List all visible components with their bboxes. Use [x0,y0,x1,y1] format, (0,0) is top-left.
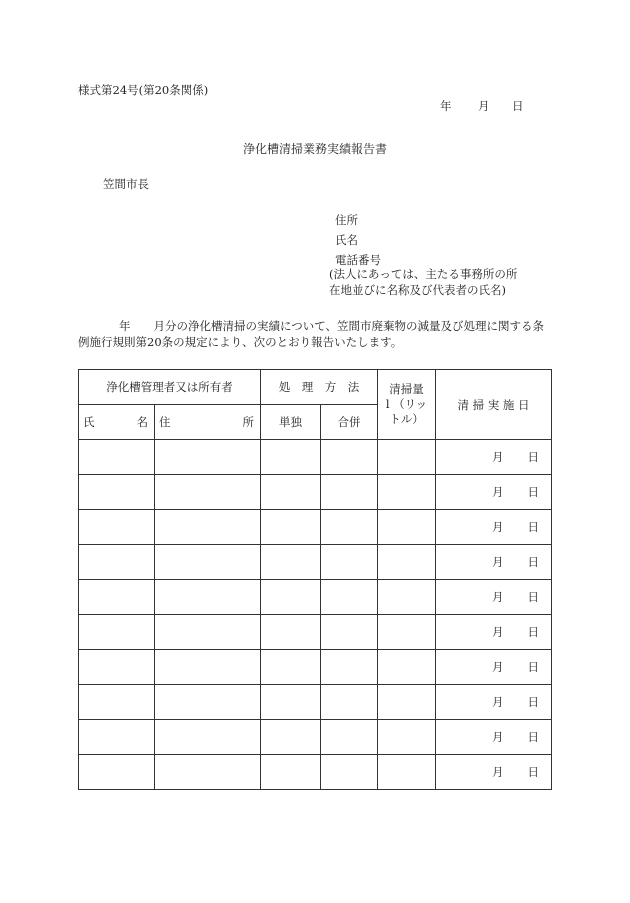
cell-combined[interactable] [321,475,378,510]
cell-date-day: 日 [527,555,539,569]
cell-date-day: 日 [527,625,539,639]
table-row [79,615,552,650]
cell-name[interactable] [79,650,155,685]
cell-date-month: 月 [492,765,504,779]
cell-name[interactable] [79,510,155,545]
date-day-label: 日 [512,99,524,113]
cell-date-month: 月 [492,695,504,709]
cell-address[interactable] [155,755,261,790]
reporter-name-label: 氏名 [335,233,358,247]
cell-combined[interactable] [321,545,378,580]
subheader-address [155,405,261,440]
report-table [78,369,552,790]
cell-volume[interactable] [378,685,436,720]
cell-date-day: 日 [527,730,539,744]
cell-single[interactable] [261,755,321,790]
cell-single[interactable] [261,650,321,685]
cell-address[interactable] [155,720,261,755]
table-header-row [79,370,552,405]
cell-single[interactable] [261,720,321,755]
cell-date[interactable] [436,510,552,545]
cell-address[interactable] [155,615,261,650]
cell-volume[interactable] [378,510,436,545]
cell-address[interactable] [155,685,261,720]
cell-address[interactable] [155,475,261,510]
cell-date-month: 月 [492,555,504,569]
table-row [79,755,552,790]
subheader-name-a: 氏 [83,415,95,429]
cell-date-day: 日 [527,765,539,779]
table-row [79,545,552,580]
cell-volume[interactable] [378,545,436,580]
cell-volume[interactable] [378,615,436,650]
cell-name[interactable] [79,615,155,650]
cell-volume[interactable] [378,720,436,755]
page-title: 浄化槽清掃業務実績報告書 [242,142,387,156]
subheader-address-a: 住 [159,415,171,429]
body-text-line1: 年 月分の浄化槽清掃の実績について、笠間市廃棄物の減量及び処理に関する条 [119,319,545,333]
header-volume-line2: l （リッ [385,397,428,411]
cell-volume[interactable] [378,440,436,475]
cell-date[interactable] [436,720,552,755]
reporter-address-label: 住所 [335,213,358,227]
header-volume-line1: 清掃量 [389,382,424,396]
cell-date-month: 月 [492,520,504,534]
cell-address[interactable] [155,580,261,615]
cell-date-month: 月 [492,730,504,744]
cell-single[interactable] [261,475,321,510]
header-volume [378,370,436,440]
date-year-label: 年 [440,99,452,113]
cell-single[interactable] [261,440,321,475]
cell-combined[interactable] [321,755,378,790]
cell-date-month: 月 [492,625,504,639]
subheader-name [79,405,155,440]
table-row [79,720,552,755]
cell-address[interactable] [155,440,261,475]
cell-date[interactable] [436,440,552,475]
cell-combined[interactable] [321,650,378,685]
cell-name[interactable] [79,440,155,475]
header-owner: 浄化槽管理者又は所有者 [79,370,261,405]
cell-date-day: 日 [527,695,539,709]
cell-name[interactable] [79,475,155,510]
cell-date-month: 月 [492,660,504,674]
cell-single[interactable] [261,685,321,720]
cell-name[interactable] [79,685,155,720]
table-row [79,580,552,615]
cell-single[interactable] [261,510,321,545]
header-date: 清 掃 実 施 日 [436,370,552,440]
cell-date[interactable] [436,545,552,580]
cell-name[interactable] [79,545,155,580]
table-row [79,685,552,720]
cell-combined[interactable] [321,510,378,545]
cell-single[interactable] [261,615,321,650]
reporter-note-line1: (法人にあっては、主たる事務所の所 [329,267,518,281]
cell-volume[interactable] [378,755,436,790]
body-text-line2: 例施行規則第20条の規定により、次のとおり報告いたします。 [78,335,403,349]
cell-date-month: 月 [492,485,504,499]
cell-single[interactable] [261,545,321,580]
header-method: 処 理 方 法 [261,370,378,405]
cell-name[interactable] [79,720,155,755]
cell-volume[interactable] [378,650,436,685]
cell-name[interactable] [79,755,155,790]
cell-date-month: 月 [492,450,504,464]
cell-volume[interactable] [378,475,436,510]
cell-date-day: 日 [527,485,539,499]
subheader-single: 単独 [261,405,321,440]
cell-combined[interactable] [321,685,378,720]
cell-date[interactable] [436,475,552,510]
table-row [79,650,552,685]
form-number: 様式第24号(第20条関係) [78,83,209,97]
addressee: 笠間市長 [103,177,149,191]
table-row [79,510,552,545]
cell-name[interactable] [79,580,155,615]
date-line [440,98,524,114]
reporter-phone-label: 電話番号 [335,253,381,267]
table-row [79,440,552,475]
cell-date[interactable] [436,755,552,790]
cell-date[interactable] [436,580,552,615]
cell-single[interactable] [261,580,321,615]
cell-address[interactable] [155,545,261,580]
cell-date-month: 月 [492,590,504,604]
cell-date[interactable] [436,650,552,685]
subheader-name-b: 名 [136,415,148,429]
reporter-note-line2: 在地並びに名称及び代表者の氏名) [329,283,506,297]
cell-address[interactable] [155,510,261,545]
cell-date-day: 日 [527,520,539,534]
cell-combined[interactable] [321,720,378,755]
table-body [79,440,552,790]
cell-date[interactable] [436,685,552,720]
cell-combined[interactable] [321,580,378,615]
cell-address[interactable] [155,650,261,685]
subheader-address-b: 所 [242,415,254,429]
cell-date-day: 日 [527,660,539,674]
cell-date-day: 日 [527,450,539,464]
cell-combined[interactable] [321,440,378,475]
cell-date[interactable] [436,615,552,650]
date-month-label: 月 [478,99,490,113]
cell-date-day: 日 [527,590,539,604]
cell-volume[interactable] [378,580,436,615]
cell-combined[interactable] [321,615,378,650]
table-row [79,475,552,510]
subheader-combined: 合併 [321,405,378,440]
header-volume-line3: トル） [389,412,424,426]
